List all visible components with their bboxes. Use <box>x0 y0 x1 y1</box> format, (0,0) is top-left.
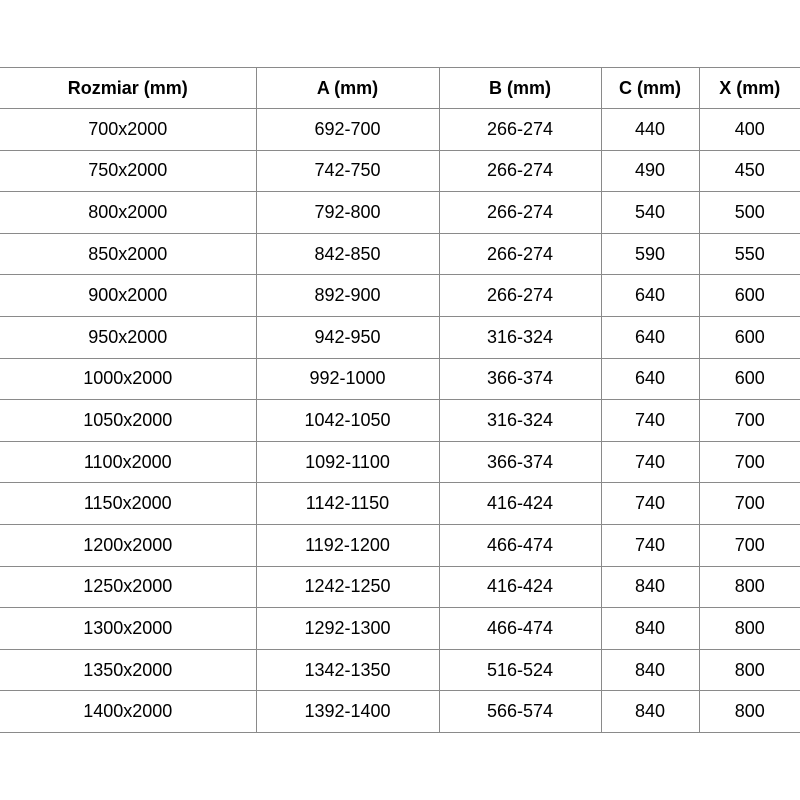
cell-c: 540 <box>601 192 699 234</box>
cell-c: 590 <box>601 233 699 275</box>
cell-c: 840 <box>601 566 699 608</box>
cell-x: 550 <box>699 233 800 275</box>
table-row <box>0 192 800 234</box>
cell-x: 700 <box>699 483 800 525</box>
cell-c: 740 <box>601 400 699 442</box>
cell-c: 440 <box>601 109 699 151</box>
cell-a: 992-1000 <box>256 358 439 400</box>
cell-rozmiar: 1250x2000 <box>0 566 256 608</box>
dimensions-table-container <box>0 67 800 733</box>
table-row <box>0 109 800 151</box>
cell-c: 640 <box>601 275 699 317</box>
cell-c: 840 <box>601 649 699 691</box>
cell-x: 800 <box>699 691 800 733</box>
cell-rozmiar: 1100x2000 <box>0 441 256 483</box>
cell-rozmiar: 1000x2000 <box>0 358 256 400</box>
cell-c: 740 <box>601 524 699 566</box>
table-row <box>0 275 800 317</box>
header-x: X (mm) <box>699 68 800 109</box>
table-body <box>0 109 800 733</box>
cell-b: 266-274 <box>439 192 601 234</box>
cell-c: 640 <box>601 316 699 358</box>
header-rozmiar: Rozmiar (mm) <box>0 68 256 109</box>
header-c: C (mm) <box>601 68 699 109</box>
cell-c: 640 <box>601 358 699 400</box>
cell-a: 1092-1100 <box>256 441 439 483</box>
cell-c: 740 <box>601 483 699 525</box>
cell-rozmiar: 1400x2000 <box>0 691 256 733</box>
table-row <box>0 649 800 691</box>
table-row <box>0 483 800 525</box>
cell-b: 266-274 <box>439 275 601 317</box>
cell-rozmiar: 1150x2000 <box>0 483 256 525</box>
table-row <box>0 566 800 608</box>
table-row <box>0 233 800 275</box>
table-row <box>0 441 800 483</box>
cell-rozmiar: 1300x2000 <box>0 608 256 650</box>
cell-b: 416-424 <box>439 566 601 608</box>
cell-a: 1142-1150 <box>256 483 439 525</box>
cell-c: 490 <box>601 150 699 192</box>
cell-a: 1042-1050 <box>256 400 439 442</box>
cell-b: 366-374 <box>439 441 601 483</box>
cell-x: 700 <box>699 524 800 566</box>
cell-x: 600 <box>699 316 800 358</box>
cell-x: 500 <box>699 192 800 234</box>
cell-a: 792-800 <box>256 192 439 234</box>
cell-b: 516-524 <box>439 649 601 691</box>
table-row <box>0 316 800 358</box>
cell-c: 840 <box>601 608 699 650</box>
table-row <box>0 608 800 650</box>
cell-x: 800 <box>699 649 800 691</box>
cell-a: 1242-1250 <box>256 566 439 608</box>
cell-b: 316-324 <box>439 400 601 442</box>
table-row <box>0 524 800 566</box>
cell-a: 1292-1300 <box>256 608 439 650</box>
cell-x: 600 <box>699 358 800 400</box>
table-header-row <box>0 68 800 109</box>
cell-x: 400 <box>699 109 800 151</box>
cell-x: 700 <box>699 400 800 442</box>
cell-rozmiar: 700x2000 <box>0 109 256 151</box>
dimensions-table <box>0 67 800 733</box>
cell-b: 566-574 <box>439 691 601 733</box>
cell-b: 416-424 <box>439 483 601 525</box>
cell-x: 800 <box>699 608 800 650</box>
table-row <box>0 691 800 733</box>
cell-b: 266-274 <box>439 109 601 151</box>
cell-b: 266-274 <box>439 233 601 275</box>
cell-x: 450 <box>699 150 800 192</box>
table-row <box>0 358 800 400</box>
cell-c: 740 <box>601 441 699 483</box>
cell-x: 700 <box>699 441 800 483</box>
table-row <box>0 150 800 192</box>
cell-rozmiar: 850x2000 <box>0 233 256 275</box>
cell-x: 600 <box>699 275 800 317</box>
cell-a: 892-900 <box>256 275 439 317</box>
cell-a: 1392-1400 <box>256 691 439 733</box>
cell-a: 1342-1350 <box>256 649 439 691</box>
cell-a: 942-950 <box>256 316 439 358</box>
cell-rozmiar: 1200x2000 <box>0 524 256 566</box>
cell-b: 366-374 <box>439 358 601 400</box>
cell-rozmiar: 800x2000 <box>0 192 256 234</box>
cell-a: 742-750 <box>256 150 439 192</box>
header-b: B (mm) <box>439 68 601 109</box>
cell-x: 800 <box>699 566 800 608</box>
cell-rozmiar: 950x2000 <box>0 316 256 358</box>
cell-a: 1192-1200 <box>256 524 439 566</box>
table-row <box>0 400 800 442</box>
cell-rozmiar: 1350x2000 <box>0 649 256 691</box>
cell-b: 466-474 <box>439 524 601 566</box>
cell-b: 266-274 <box>439 150 601 192</box>
cell-b: 466-474 <box>439 608 601 650</box>
cell-rozmiar: 750x2000 <box>0 150 256 192</box>
cell-c: 840 <box>601 691 699 733</box>
header-a: A (mm) <box>256 68 439 109</box>
cell-b: 316-324 <box>439 316 601 358</box>
cell-a: 842-850 <box>256 233 439 275</box>
cell-rozmiar: 900x2000 <box>0 275 256 317</box>
cell-a: 692-700 <box>256 109 439 151</box>
cell-rozmiar: 1050x2000 <box>0 400 256 442</box>
